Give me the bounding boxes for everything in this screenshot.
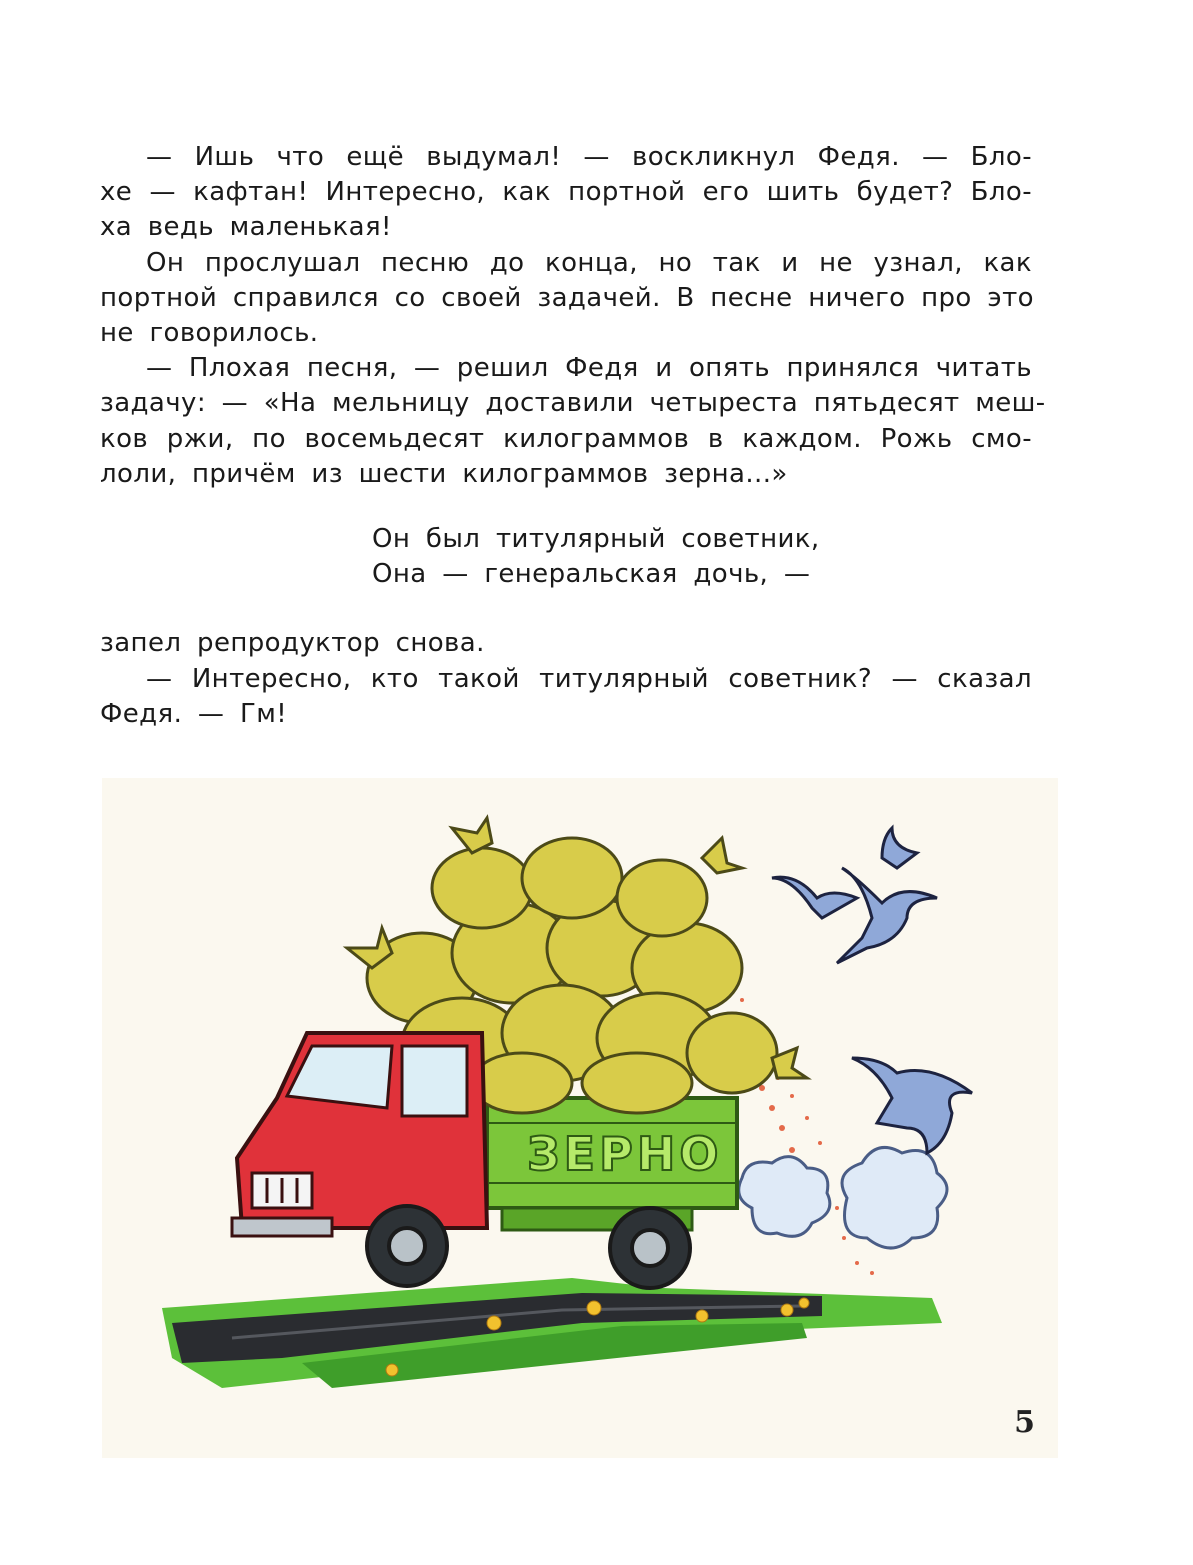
text-line: запел репродуктор снова.	[100, 628, 485, 659]
paragraph	[100, 140, 1032, 246]
song-verse	[372, 522, 1032, 592]
paragraph	[100, 246, 1032, 352]
paragraph	[100, 662, 1032, 732]
text-line: задачу: — «На мельницу доставили четыреста пятьдесят меш-	[100, 388, 1046, 419]
text-line: Он прослушал песню до конца, но так и не узнал, как	[146, 247, 1032, 278]
text-line: не говорилось.	[100, 318, 319, 349]
birds	[772, 828, 972, 1153]
verse-line: Он был титулярный советник,	[372, 524, 820, 555]
verse-line: Она — генеральская дочь, —	[372, 559, 811, 590]
text-line: лоли, причём из шести килограммов зерна...»	[100, 458, 788, 489]
truck-drawing	[102, 778, 1058, 1458]
text-line: — Ишь что ещё выдумал! — воскликнул Федя. — Бло-	[146, 142, 1032, 172]
text-line: Федя. — Гм!	[100, 698, 288, 729]
truck-illustration	[102, 778, 1058, 1458]
truck-sign: ЗЕРНО	[527, 1127, 723, 1181]
text-line: хе — кафтан! Интересно, как портной его шить будет? Бло-	[100, 177, 1032, 208]
text-line: портной справился со своей задачей. В песне ничего про это	[100, 282, 1034, 313]
page-number: 5	[1014, 1405, 1035, 1440]
exhaust-clouds	[739, 1147, 947, 1248]
paragraph	[100, 626, 1032, 661]
text-line: ков ржи, по восемьдесят килограммов в каждом. Рожь смо-	[100, 423, 1032, 454]
text-line: — Интересно, кто такой титулярный советник? — сказал	[146, 663, 1032, 694]
text-block	[100, 140, 1046, 732]
text-line: ха ведь маленькая!	[100, 212, 392, 243]
paragraph	[100, 351, 1046, 492]
truck-side-window	[402, 1046, 467, 1116]
text-line: — Плохая песня, — решил Федя и опять принялся читать	[146, 353, 1032, 384]
